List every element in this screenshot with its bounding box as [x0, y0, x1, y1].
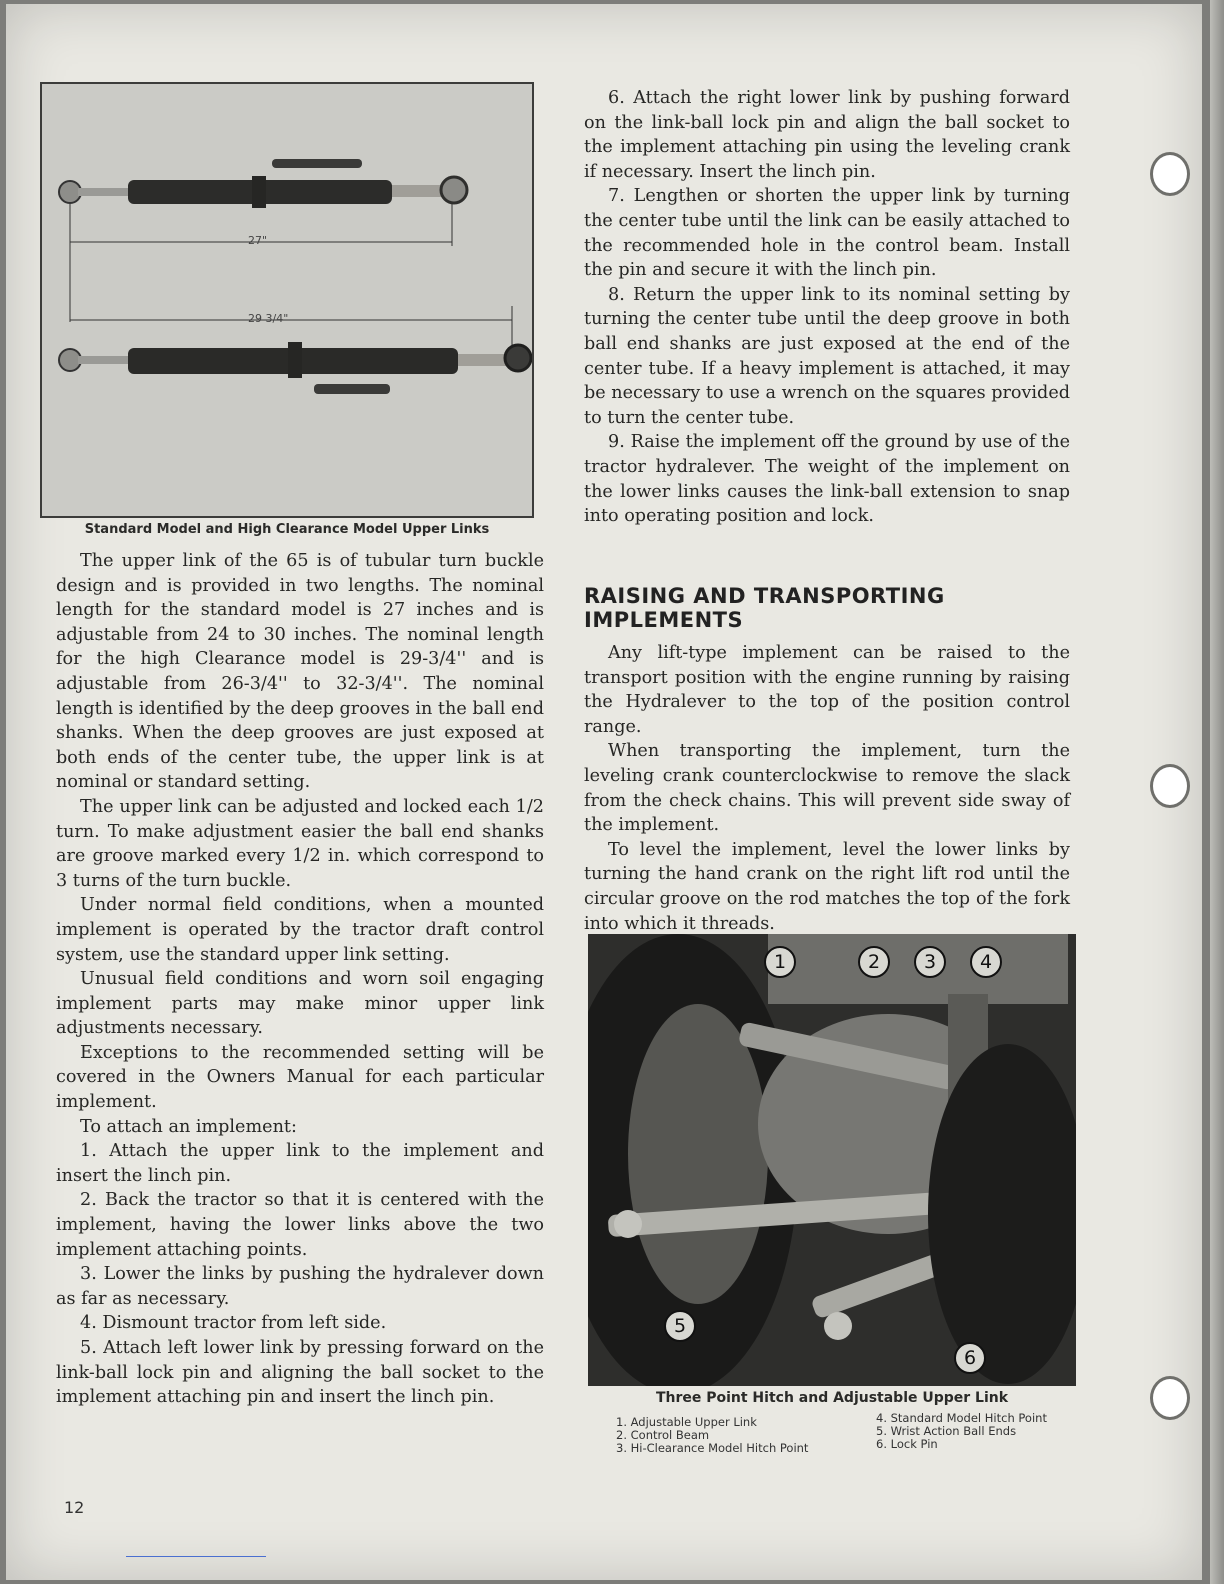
callout-1: 1 — [764, 946, 796, 978]
dim-label-29: 29 3/4" — [248, 312, 289, 325]
paragraph: When transporting the implement, turn the leveling crank counterclockwise to remove the slack from the check chains. This will prevent side sway of the implement. — [584, 741, 1070, 836]
hitch-illustration — [588, 934, 1076, 1386]
step-3: 3. Lower the links by pushing the hydralever down as far as necessary. — [56, 1264, 544, 1309]
paragraph: The upper link can be adjusted and locked each 1/2 turn. To make adjustment easier the ball end shanks are groove marked every 1/2 in. which correspond to 3 turns of the turn buckle. — [56, 796, 544, 891]
legend-left — [616, 1416, 866, 1455]
dim-label-27: 27" — [248, 234, 268, 247]
legend-item: 5. Wrist Action Ball Ends — [876, 1424, 1017, 1438]
paragraph: Any lift-type implement can be raised to the transport position with the engine running by raising the Hydralever to the top of the position control range. — [584, 643, 1070, 737]
legend-right — [876, 1412, 1076, 1451]
callout-5: 5 — [664, 1310, 696, 1342]
callout-2: 2 — [858, 946, 890, 978]
paragraph: Under normal field conditions, when a mounted implement is operated by the tractor draft control system, use the standard upper link setting. — [56, 895, 544, 965]
paragraph: The upper link of the 65 is of tubular turn buckle design and is provided in two lengths. The nominal length for the standard model is 27 inches and is adjustable from 24 to 30 inches. The nominal length for the high Clearance model is 29-3/4'' and is adjustable from 26-3/4'' to 32-3/4''. The nominal length is identified by the deep grooves in the ball end shanks. When the deep grooves are just exposed at both ends of the center tube, the upper link is at nominal or standard setting. — [56, 551, 544, 793]
step-6: 6. Attach the right lower link by pushing forward on the link-ball lock pin and align the ball socket to the implement attaching pin using the leveling crank if necessary. Insert the linch pin. — [584, 88, 1070, 182]
step-5: 5. Attach left lower link by pressing forward on the link-ball lock pin and aligning the ball socket to the implement attaching pin and insert the linch pin. — [56, 1338, 544, 1408]
divider — [126, 1556, 266, 1557]
paragraph: Exceptions to the recommended setting will be covered in the Owners Manual for each particular implement. — [56, 1042, 544, 1113]
paragraph: Unusual field conditions and worn soil engaging implement parts may make minor upper link adjustments necessary. — [56, 969, 544, 1039]
step-9: 9. Raise the implement off the ground by use of the tractor hydralever. The weight of the implement on the lower links causes the link-ball extension to snap into operating position and lock. — [584, 432, 1070, 527]
section-heading: RAISING AND TRANSPORTING IMPLEMENTS — [584, 584, 945, 632]
three-point-hitch-photo — [588, 934, 1076, 1386]
step-2: 2. Back the tractor so that it is centered with the implement, having the lower links above the two implement attaching points. — [56, 1190, 544, 1260]
manual-page — [6, 4, 1202, 1580]
step-1: 1. Attach the upper link to the implement and insert the linch pin. — [56, 1141, 544, 1186]
page-number: 12 — [64, 1498, 85, 1517]
callout-6: 6 — [954, 1342, 986, 1374]
right-text-column-top — [584, 86, 1070, 529]
upper-links-illustration — [42, 84, 532, 516]
figure-caption-upper-links: Standard Model and High Clearance Model Upper Links — [84, 522, 490, 537]
callout-3: 3 — [914, 946, 946, 978]
legend-item: 3. Hi-Clearance Model Hitch Point — [616, 1441, 809, 1455]
figure-caption-hitch: Three Point Hitch and Adjustable Upper Link — [655, 1390, 1009, 1406]
binder-hole — [1150, 152, 1190, 196]
binder-hole — [1150, 1376, 1190, 1420]
callout-4: 4 — [970, 946, 1002, 978]
step-4: 4. Dismount tractor from left side. — [80, 1313, 387, 1334]
right-text-column-mid — [584, 641, 1070, 936]
step-7: 7. Lengthen or shorten the upper link by turning the center tube until the link can be easily attached to the recommended hole in the control beam. Install the pin and secure it with the linch pin. — [584, 186, 1070, 281]
binder-hole — [1150, 764, 1190, 808]
page-edge — [1210, 0, 1224, 1584]
legend-item: 6. Lock Pin — [876, 1437, 938, 1451]
legend-item: 1. Adjustable Upper Link — [616, 1415, 757, 1429]
upper-links-photo — [40, 82, 534, 518]
step-8: 8. Return the upper link to its nominal setting by turning the center tube until the deep groove in both ball end shanks are just exposed at the end of the center tube. If a heavy implement is attached, it may be necessary to use a wrench on the squares provided to turn the center tube. — [584, 284, 1070, 428]
legend-item: 4. Standard Model Hitch Point — [876, 1411, 1047, 1425]
paragraph: To attach an implement: — [80, 1116, 297, 1137]
left-text-column — [56, 549, 544, 1410]
legend-item: 2. Control Beam — [616, 1428, 710, 1442]
paragraph: To level the implement, level the lower links by turning the hand crank on the right lift rod until the circular groove on the rod matches the top of the fork into which it threads. — [584, 839, 1070, 934]
